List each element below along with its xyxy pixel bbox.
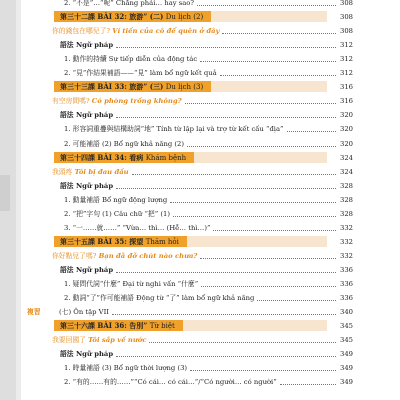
leader-dots [213,230,336,231]
grammar-item: 1. 時量補語 (3) Bổ ngữ thời lượng (3) [64,364,188,373]
review-label: 複習 [27,308,41,317]
lesson-title-zh: 第三十四課 BÀI 34: 看病 [60,152,146,162]
leader-dots [257,300,336,301]
lesson-title [54,320,183,331]
page-number: 308 [340,13,353,22]
page-number: 349 [340,378,353,387]
lesson-title-zh: 第三十六課 BÀI 36: 告別” [60,321,150,331]
lesson-title-vi: Từ biệt [149,322,175,331]
page-number: 345 [340,322,353,331]
dialog-title-zh: 我要回國了 [52,336,89,345]
grammar-item: 2. “把”字句 (1) Câu chữ “把” (1) [64,209,170,218]
page-number: 328 [340,209,353,218]
lesson-title-zh: 第三十三課 BÀI 33: 旅游” (三) [60,82,166,92]
page-number: 308 [340,27,353,36]
dialog-title [52,334,146,344]
review-title: (七) Ôn tập VII [59,308,109,317]
leader-dots [170,202,336,203]
page-number: 308 [340,0,353,7]
dialog-title [52,25,219,35]
leader-dots [187,146,336,147]
grammar-item: 2. 動詞“了”作可能補語 Động từ “了” làm bổ ngữ khả năng [64,294,255,303]
dialog-title-vi: Có phòng trống không? [91,97,182,106]
leader-dots [287,131,337,132]
page-number: 320 [340,111,353,120]
page-number: 328 [340,181,353,190]
page-number: 345 [340,336,353,345]
leader-dots [201,286,336,287]
page-number: 320 [340,139,353,148]
lesson-title-vi: Du lịch (2) [165,13,204,22]
page-number: 312 [340,41,353,50]
grammar-heading: 語法 Ngữ pháp [60,111,114,120]
leader-dots [116,47,336,48]
lesson-title [54,152,194,163]
table-of-contents-page [21,0,400,400]
leader-dots [185,103,336,104]
leader-dots [220,75,336,76]
lesson-title-zh: 第三十二課 BÀI 32: 旅游” (二) [60,12,166,22]
grammar-item: 3. “一……就……” “Vừa… thì… (Hễ… thì…)” [64,223,211,232]
grammar-item: 2. “不是”…“呢” Chẳng phải… hay sao? [64,0,195,7]
page-number: 312 [340,69,353,78]
leader-dots [200,61,336,62]
grammar-heading: 語法 Ngữ pháp [60,265,114,274]
page-number: 332 [340,237,353,246]
page-number: 332 [340,251,353,260]
lesson-title-vi: Khám bệnh [145,153,187,162]
leader-dots [116,272,336,273]
dialog-title-vi: Ví tiền của cô để quên ở đây [112,27,220,36]
leader-dots [112,314,336,315]
dialog-title-zh: 你的錢包在哪兒了? [52,27,113,36]
leader-dots [197,5,336,6]
lesson-title-vi: Thăm hỏi [145,237,179,246]
leader-dots [149,342,336,343]
page-number: 320 [340,125,353,134]
grammar-item: 2. “有的……有的……”“Có cái… có cái…”/“Có người… có người” [64,378,277,387]
lesson-title [54,11,211,22]
leader-dots [116,356,336,357]
leader-dots [200,258,336,259]
page-number: 316 [340,83,353,92]
dialog-title-zh: 我頭疼 [52,167,75,176]
grammar-item: 1. 動作的持續 Sự tiếp diễn của động tác [64,55,198,64]
dialog-title-zh: 你好點兒了嗎? [52,251,99,260]
page-number: 349 [340,364,353,373]
leader-dots [132,174,336,175]
dialog-title-vi: Tôi bị đau đầu [74,167,129,176]
page-number: 324 [340,153,353,162]
page-number: 336 [340,294,353,303]
lesson-title [54,81,211,92]
page-number: 328 [340,195,353,204]
grammar-item: 2. 可能補語 (2) Bổ ngữ khả năng (2) [64,139,185,148]
lesson-title-vi: Du lịch (3) [165,83,204,92]
grammar-heading: 語法 Ngữ pháp [60,350,114,359]
dialog-title [52,250,197,260]
grammar-item: 2. “見”作結果補語——“見” làm bổ ngữ kết quả [64,69,217,78]
page-number: 312 [340,55,353,64]
grammar-heading: 語法 Ngữ pháp [60,41,114,50]
lesson-title-zh: 第三十五課 BÀI 35: 探望 [60,236,146,246]
page-number: 349 [340,350,353,359]
page-number: 316 [340,97,353,106]
dialog-title [52,166,129,176]
leader-dots [173,216,336,217]
grammar-heading: 語法 Ngữ pháp [60,181,114,190]
lesson-title [54,236,187,247]
grammar-item: 1. 疑問代詞“什麼” Đại từ nghi vấn “什麼” [64,280,199,288]
leader-dots [190,370,336,371]
page-number: 324 [340,167,353,176]
toc-item-row[interactable] [21,373,400,389]
dialog-title-zh: 有空房間嗎? [52,97,92,106]
page-number: 332 [340,223,353,232]
leader-dots [222,33,336,34]
dialog-title [52,95,182,105]
leader-dots [280,384,336,385]
page-number: 336 [340,280,353,288]
dialog-title-vi: Bạn đã đỡ chút nào chưa? [98,251,198,260]
grammar-item: 1. 形容詞重疊與結構助詞“地” Tính từ lặp lại và trợ từ kết cấu “địa” [64,125,284,134]
dialog-title-vi: Tôi sắp về nước [88,336,147,345]
page-number: 336 [340,265,353,274]
leader-dots [116,117,336,118]
leader-dots [116,188,336,189]
page-edge-tab [0,175,10,211]
page-number: 340 [340,308,353,317]
grammar-item: 1. 動量補語 Bổ ngữ động lượng [64,195,168,204]
